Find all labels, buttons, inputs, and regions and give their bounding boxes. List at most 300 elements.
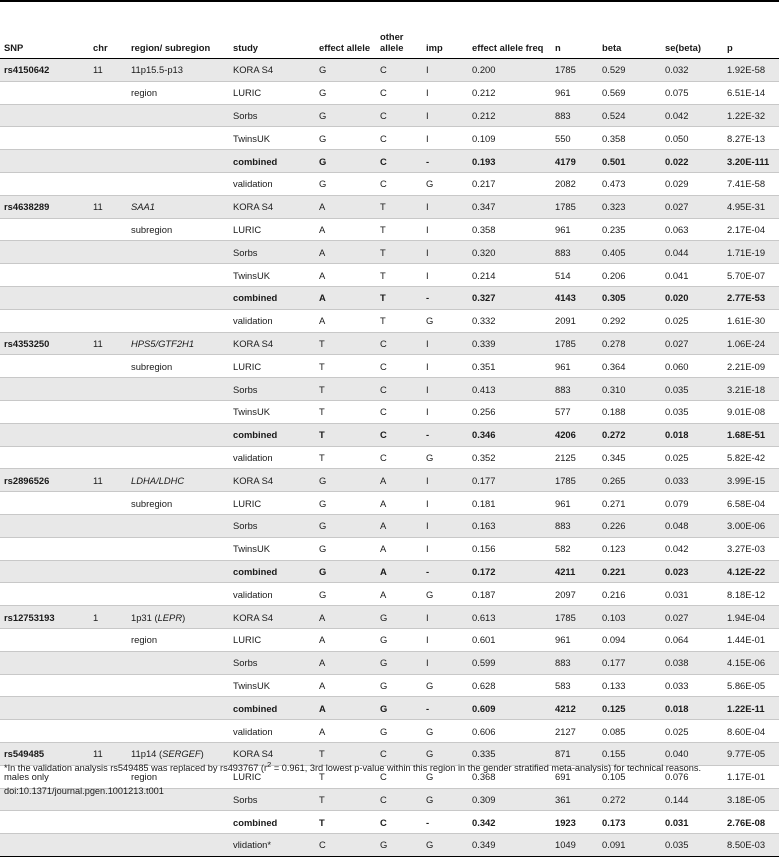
se-cell: 0.050	[661, 127, 723, 150]
snp-cell-empty	[0, 264, 89, 287]
beta-cell: 0.123	[598, 537, 661, 560]
p-cell: 1.22E-32	[723, 104, 779, 127]
effect-allele-cell: A	[315, 264, 376, 287]
p-cell: 3.27E-03	[723, 537, 779, 560]
se-cell: 0.076	[661, 765, 723, 788]
se-cell: 0.029	[661, 172, 723, 195]
study-cell: TwinsUK	[229, 400, 315, 423]
column-header: effect allele freq	[468, 26, 551, 59]
results-table	[0, 26, 779, 857]
other-allele-cell: G	[376, 628, 422, 651]
snp-cell-empty	[0, 378, 89, 401]
p-cell: 4.95E-31	[723, 195, 779, 218]
effect-allele-cell: T	[315, 423, 376, 446]
beta-cell: 0.278	[598, 332, 661, 355]
imp-cell: G	[422, 172, 468, 195]
effect-allele-cell: T	[315, 811, 376, 834]
imp-cell: I	[422, 127, 468, 150]
region-tail: )	[182, 611, 186, 623]
region-cell-empty	[127, 537, 229, 560]
study-cell: KORA S4	[229, 606, 315, 629]
snp-cell-empty	[0, 537, 89, 560]
imp-cell: G	[422, 583, 468, 606]
n-cell: 883	[551, 241, 598, 264]
chr-cell-empty	[89, 81, 127, 104]
se-cell: 0.060	[661, 355, 723, 378]
freq-cell: 0.349	[468, 834, 551, 857]
imp-cell: I	[422, 218, 468, 241]
study-cell: LURIC	[229, 81, 315, 104]
p-cell: 8.50E-03	[723, 834, 779, 857]
p-cell: 8.27E-13	[723, 127, 779, 150]
p-cell: 6.51E-14	[723, 81, 779, 104]
p-cell: 3.99E-15	[723, 469, 779, 492]
other-allele-cell: G	[376, 720, 422, 743]
table-row	[0, 332, 779, 355]
imp-cell: I	[422, 492, 468, 515]
effect-allele-cell: A	[315, 606, 376, 629]
combined-row	[0, 150, 779, 173]
effect-allele-cell: A	[315, 628, 376, 651]
imp-cell: G	[422, 742, 468, 765]
snp-cell-empty	[0, 720, 89, 743]
imp-cell: I	[422, 355, 468, 378]
beta-cell: 0.345	[598, 446, 661, 469]
p-cell: 1.92E-58	[723, 59, 779, 82]
other-allele-cell: C	[376, 811, 422, 834]
region-cell-empty	[127, 560, 229, 583]
other-allele-cell: G	[376, 697, 422, 720]
n-cell: 4179	[551, 150, 598, 173]
imp-cell: I	[422, 241, 468, 264]
imp-cell: I	[422, 59, 468, 82]
combined-row	[0, 560, 779, 583]
study-cell: validation	[229, 446, 315, 469]
se-cell: 0.031	[661, 583, 723, 606]
n-cell: 961	[551, 492, 598, 515]
column-header: n	[551, 26, 598, 59]
region-gene: LEPR	[157, 611, 183, 623]
n-cell: 582	[551, 537, 598, 560]
effect-allele-cell: G	[315, 514, 376, 537]
table-row	[0, 309, 779, 332]
region-cell-empty	[127, 674, 229, 697]
n-cell: 883	[551, 514, 598, 537]
chr-cell-empty	[89, 583, 127, 606]
snp-cell: rs12753193	[0, 606, 89, 629]
effect-allele-cell: G	[315, 583, 376, 606]
study-cell: KORA S4	[229, 59, 315, 82]
effect-allele-cell: G	[315, 127, 376, 150]
region-type-cell: region	[127, 628, 229, 651]
table-row	[0, 628, 779, 651]
freq-cell: 0.628	[468, 674, 551, 697]
region-cell-empty	[127, 241, 229, 264]
freq-cell: 0.187	[468, 583, 551, 606]
se-cell: 0.044	[661, 241, 723, 264]
effect-allele-cell: T	[315, 446, 376, 469]
doi-line: doi:10.1371/journal.pgen.1001213.t001	[4, 786, 164, 796]
imp-cell: G	[422, 674, 468, 697]
beta-cell: 0.103	[598, 606, 661, 629]
beta-cell: 0.305	[598, 286, 661, 309]
effect-allele-cell: G	[315, 560, 376, 583]
n-cell: 2097	[551, 583, 598, 606]
se-cell: 0.025	[661, 720, 723, 743]
n-cell: 4211	[551, 560, 598, 583]
table-row	[0, 469, 779, 492]
p-cell: 8.18E-12	[723, 583, 779, 606]
beta-cell: 0.177	[598, 651, 661, 674]
se-cell: 0.020	[661, 286, 723, 309]
effect-allele-cell: G	[315, 104, 376, 127]
n-cell: 1785	[551, 59, 598, 82]
imp-cell: G	[422, 834, 468, 857]
beta-cell: 0.216	[598, 583, 661, 606]
chr-cell-empty	[89, 628, 127, 651]
other-allele-cell: C	[376, 127, 422, 150]
effect-allele-cell: T	[315, 400, 376, 423]
effect-allele-cell: T	[315, 378, 376, 401]
n-cell: 4212	[551, 697, 598, 720]
chr-cell-empty	[89, 446, 127, 469]
freq-cell: 0.601	[468, 628, 551, 651]
se-cell: 0.079	[661, 492, 723, 515]
other-allele-cell: A	[376, 469, 422, 492]
freq-cell: 0.413	[468, 378, 551, 401]
snp-cell-empty	[0, 286, 89, 309]
freq-cell: 0.613	[468, 606, 551, 629]
effect-allele-cell: T	[315, 788, 376, 811]
effect-allele-cell: A	[315, 241, 376, 264]
freq-cell: 0.352	[468, 446, 551, 469]
region-cell-empty	[127, 172, 229, 195]
beta-cell: 0.405	[598, 241, 661, 264]
other-allele-cell: G	[376, 674, 422, 697]
p-cell: 1.22E-11	[723, 697, 779, 720]
chr-cell-empty	[89, 720, 127, 743]
region-tail: )	[200, 748, 204, 760]
se-cell: 0.048	[661, 514, 723, 537]
beta-cell: 0.221	[598, 560, 661, 583]
other-allele-cell: C	[376, 742, 422, 765]
column-header: other allele	[376, 26, 422, 59]
chr-cell: 11	[89, 59, 127, 82]
freq-cell: 0.214	[468, 264, 551, 287]
effect-allele-cell: G	[315, 492, 376, 515]
chr-cell-empty	[89, 514, 127, 537]
se-cell: 0.042	[661, 537, 723, 560]
se-cell: 0.063	[661, 218, 723, 241]
p-cell: 1.61E-30	[723, 309, 779, 332]
beta-cell: 0.105	[598, 765, 661, 788]
p-cell: 6.58E-04	[723, 492, 779, 515]
region-cell-empty	[127, 127, 229, 150]
p-cell: 7.41E-58	[723, 172, 779, 195]
se-cell: 0.041	[661, 264, 723, 287]
snp-cell-empty	[0, 446, 89, 469]
beta-cell: 0.085	[598, 720, 661, 743]
study-cell: TwinsUK	[229, 674, 315, 697]
chr-cell-empty	[89, 400, 127, 423]
p-cell: 2.17E-04	[723, 218, 779, 241]
se-cell: 0.018	[661, 697, 723, 720]
study-cell: TwinsUK	[229, 127, 315, 150]
n-cell: 961	[551, 355, 598, 378]
snp-cell-empty	[0, 811, 89, 834]
combined-row	[0, 697, 779, 720]
region-cell-empty	[127, 104, 229, 127]
study-cell: validation	[229, 172, 315, 195]
region-cell: 11p15.5-p13	[127, 59, 229, 82]
other-allele-cell: A	[376, 537, 422, 560]
study-cell: validation	[229, 309, 315, 332]
other-allele-cell: C	[376, 400, 422, 423]
beta-cell: 0.125	[598, 697, 661, 720]
other-allele-cell: A	[376, 492, 422, 515]
study-cell: Sorbs	[229, 651, 315, 674]
p-cell: 4.12E-22	[723, 560, 779, 583]
freq-cell: 0.320	[468, 241, 551, 264]
table-row	[0, 651, 779, 674]
study-cell: vlidation*	[229, 834, 315, 857]
study-cell: combined	[229, 560, 315, 583]
combined-row	[0, 423, 779, 446]
beta-cell: 0.310	[598, 378, 661, 401]
other-allele-cell: A	[376, 583, 422, 606]
freq-cell: 0.181	[468, 492, 551, 515]
table-row	[0, 674, 779, 697]
table-footnote	[4, 760, 774, 775]
beta-cell: 0.473	[598, 172, 661, 195]
region-type-cell: region	[127, 81, 229, 104]
n-cell: 583	[551, 674, 598, 697]
imp-cell: -	[422, 423, 468, 446]
beta-cell: 0.188	[598, 400, 661, 423]
snp-cell-empty	[0, 400, 89, 423]
table-row	[0, 241, 779, 264]
p-cell: 3.18E-05	[723, 788, 779, 811]
beta-cell: 0.206	[598, 264, 661, 287]
chr-cell-empty	[89, 651, 127, 674]
se-cell: 0.023	[661, 560, 723, 583]
se-cell: 0.025	[661, 446, 723, 469]
n-cell: 2082	[551, 172, 598, 195]
region-cell: LDHA/LDHC	[127, 469, 229, 492]
imp-cell: -	[422, 811, 468, 834]
other-allele-cell: A	[376, 514, 422, 537]
p-cell: 2.77E-53	[723, 286, 779, 309]
beta-cell: 0.155	[598, 742, 661, 765]
region-cell-empty	[127, 400, 229, 423]
study-cell: KORA S4	[229, 742, 315, 765]
p-cell: 1.44E-01	[723, 628, 779, 651]
se-cell: 0.040	[661, 742, 723, 765]
freq-cell: 0.327	[468, 286, 551, 309]
region-cell-empty	[127, 651, 229, 674]
snp-cell-empty	[0, 583, 89, 606]
beta-cell: 0.091	[598, 834, 661, 857]
effect-allele-cell: A	[315, 651, 376, 674]
imp-cell: I	[422, 469, 468, 492]
other-allele-cell: C	[376, 150, 422, 173]
snp-cell-empty	[0, 355, 89, 378]
other-allele-cell: T	[376, 218, 422, 241]
chr-cell-empty	[89, 697, 127, 720]
region-cell-empty	[127, 150, 229, 173]
other-allele-cell: T	[376, 264, 422, 287]
table-row	[0, 172, 779, 195]
chr-cell-empty	[89, 172, 127, 195]
effect-allele-cell: G	[315, 81, 376, 104]
chr-cell-empty	[89, 674, 127, 697]
chr-cell: 1	[89, 606, 127, 629]
freq-cell: 0.109	[468, 127, 551, 150]
beta-cell: 0.323	[598, 195, 661, 218]
other-allele-cell: T	[376, 309, 422, 332]
freq-cell: 0.609	[468, 697, 551, 720]
table-row	[0, 104, 779, 127]
effect-allele-cell: A	[315, 195, 376, 218]
table-row	[0, 59, 779, 82]
other-allele-cell: C	[376, 355, 422, 378]
beta-cell: 0.364	[598, 355, 661, 378]
freq-cell: 0.200	[468, 59, 551, 82]
region-cell-empty	[127, 378, 229, 401]
n-cell: 2127	[551, 720, 598, 743]
other-allele-cell: C	[376, 378, 422, 401]
beta-cell: 0.272	[598, 423, 661, 446]
column-header: beta	[598, 26, 661, 59]
imp-cell: I	[422, 104, 468, 127]
region-type-cell: subregion	[127, 355, 229, 378]
effect-allele-cell: G	[315, 469, 376, 492]
other-allele-cell: A	[376, 560, 422, 583]
region-cell-empty	[127, 697, 229, 720]
region-cell-empty	[127, 834, 229, 857]
n-cell: 1785	[551, 469, 598, 492]
freq-cell: 0.332	[468, 309, 551, 332]
table-row	[0, 834, 779, 857]
beta-cell: 0.292	[598, 309, 661, 332]
study-cell: validation	[229, 720, 315, 743]
effect-allele-cell: T	[315, 355, 376, 378]
other-allele-cell: C	[376, 172, 422, 195]
table-row	[0, 492, 779, 515]
other-allele-cell: G	[376, 834, 422, 857]
other-allele-cell: C	[376, 765, 422, 788]
region-locus: 1p31 (	[131, 611, 158, 623]
chr-cell-empty	[89, 264, 127, 287]
n-cell: 1923	[551, 811, 598, 834]
effect-allele-cell: T	[315, 765, 376, 788]
p-cell: 2.76E-08	[723, 811, 779, 834]
region-cell-empty	[127, 811, 229, 834]
imp-cell: -	[422, 697, 468, 720]
region-cell-empty	[127, 514, 229, 537]
study-cell: KORA S4	[229, 332, 315, 355]
region-type-cell: subregion	[127, 218, 229, 241]
table-header	[0, 26, 779, 59]
freq-cell: 0.177	[468, 469, 551, 492]
freq-cell: 0.156	[468, 537, 551, 560]
n-cell: 4206	[551, 423, 598, 446]
se-cell: 0.031	[661, 811, 723, 834]
snp-cell-empty	[0, 104, 89, 127]
n-cell: 1049	[551, 834, 598, 857]
table-row	[0, 378, 779, 401]
imp-cell: I	[422, 264, 468, 287]
imp-cell: -	[422, 286, 468, 309]
imp-cell: I	[422, 195, 468, 218]
snp-cell-empty	[0, 514, 89, 537]
p-cell: 1.68E-51	[723, 423, 779, 446]
freq-cell: 0.172	[468, 560, 551, 583]
chr-cell: 11	[89, 195, 127, 218]
region-cell-empty	[127, 264, 229, 287]
study-cell: Sorbs	[229, 241, 315, 264]
region-cell: SAA1	[127, 195, 229, 218]
freq-cell: 0.351	[468, 355, 551, 378]
column-header: effect allele	[315, 26, 376, 59]
chr-cell-empty	[89, 811, 127, 834]
table-row	[0, 537, 779, 560]
study-cell: Sorbs	[229, 514, 315, 537]
effect-allele-cell: G	[315, 150, 376, 173]
top-rule	[0, 0, 779, 2]
snp-cell-empty	[0, 560, 89, 583]
se-cell: 0.075	[661, 81, 723, 104]
other-allele-cell: G	[376, 606, 422, 629]
n-cell: 577	[551, 400, 598, 423]
chr-cell-empty	[89, 560, 127, 583]
snp-cell: rs4353250	[0, 332, 89, 355]
snp-cell-empty	[0, 423, 89, 446]
chr-cell-empty	[89, 355, 127, 378]
p-cell: 5.86E-05	[723, 674, 779, 697]
snp-cell-empty	[0, 218, 89, 241]
beta-cell: 0.272	[598, 788, 661, 811]
freq-cell: 0.606	[468, 720, 551, 743]
imp-cell: G	[422, 309, 468, 332]
region-cell-empty	[127, 720, 229, 743]
chr-cell-empty	[89, 218, 127, 241]
beta-cell: 0.133	[598, 674, 661, 697]
chr-cell-empty	[89, 286, 127, 309]
effect-allele-cell: T	[315, 332, 376, 355]
study-cell: validation	[229, 583, 315, 606]
p-cell: 1.71E-19	[723, 241, 779, 264]
beta-cell: 0.094	[598, 628, 661, 651]
n-cell: 961	[551, 81, 598, 104]
study-cell: LURIC	[229, 218, 315, 241]
effect-allele-cell: A	[315, 286, 376, 309]
snp-cell-empty	[0, 674, 89, 697]
study-cell: LURIC	[229, 492, 315, 515]
beta-cell: 0.524	[598, 104, 661, 127]
imp-cell: I	[422, 378, 468, 401]
snp-cell: rs2896526	[0, 469, 89, 492]
se-cell: 0.027	[661, 606, 723, 629]
region-locus: 11p14 (	[131, 748, 163, 760]
freq-cell: 0.309	[468, 788, 551, 811]
effect-allele-cell: C	[315, 834, 376, 857]
column-header: study	[229, 26, 315, 59]
table-row	[0, 720, 779, 743]
table-row	[0, 127, 779, 150]
snp-cell-empty	[0, 628, 89, 651]
region-gene: SERGEF	[162, 748, 201, 760]
